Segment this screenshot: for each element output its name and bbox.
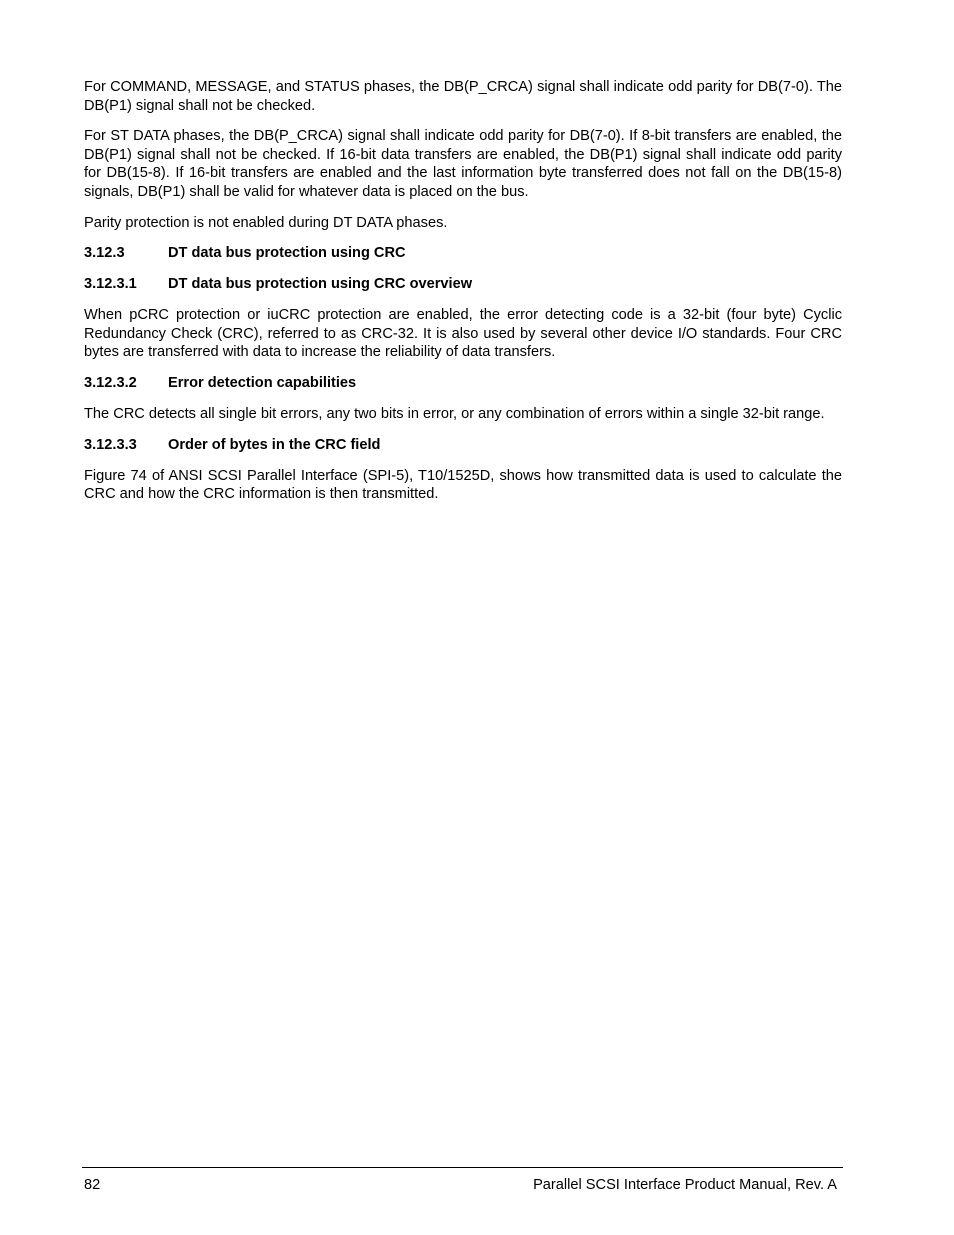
- paragraph-st-data-parity: For ST DATA phases, the DB(P_CRCA) signal shall indicate odd parity for DB(7-0). If 8-bit transfers are enabled, the DB(P1) signal shall not be checked. If 16-bit data transfers are enabled, the DB(P1) signal shall indicate odd parity for DB(15-8). If 16-bit transfers are enabled and the last information byte transferred does not fall on the DB(15-8) signals, DB(P1) shall be valid for whatever data is placed on the bus.: [84, 128, 842, 200]
- paragraph-crc-overview: When pCRC protection or iuCRC protection are enabled, the error detecting code is a 32-bit (four byte) Cyclic Redundancy Check (CRC), referred to as CRC-32. It is also used by several other device I/O standards. Four CRC bytes are transferred with data to increase the reliability of data transfers.: [84, 307, 842, 361]
- section-number: 3.12.3.1: [84, 276, 137, 293]
- section-title: Order of bytes in the CRC field: [168, 436, 381, 453]
- page-body: [84, 78, 842, 516]
- section-title: DT data bus protection using CRC overview: [168, 276, 473, 293]
- section-number: 3.12.3.2: [84, 374, 137, 391]
- manual-title: Parallel SCSI Interface Product Manual, Rev. A: [533, 1177, 837, 1193]
- section-number: 3.12.3: [84, 245, 125, 262]
- section-title: Error detection capabilities: [168, 374, 357, 391]
- section-heading-3-12-3: [84, 244, 842, 262]
- page-number: 82: [84, 1177, 101, 1193]
- paragraph-command-message-status-parity: For COMMAND, MESSAGE, and STATUS phases, the DB(P_CRCA) signal shall indicate odd parity for DB(7-0). The DB(P1) signal shall not be checked.: [84, 79, 842, 114]
- paragraph-order-of-bytes: Figure 74 of ANSI SCSI Parallel Interface (SPI-5), T10/1525D, shows how transmitted data is used to calculate the CRC and how the CRC information is then transmitted.: [84, 467, 842, 503]
- paragraph-error-detection: The CRC detects all single bit errors, any two bits in error, or any combination of errors within a single 32-bit range.: [84, 405, 825, 422]
- paragraph-dt-data-parity: Parity protection is not enabled during DT DATA phases.: [84, 214, 448, 231]
- section-heading-3-12-3-1: [84, 275, 842, 293]
- section-number: 3.12.3.3: [84, 436, 137, 453]
- section-heading-3-12-3-2: [84, 374, 842, 392]
- section-title: DT data bus protection using CRC: [168, 245, 406, 262]
- footer-divider: [82, 1167, 843, 1168]
- section-heading-3-12-3-3: [84, 436, 842, 454]
